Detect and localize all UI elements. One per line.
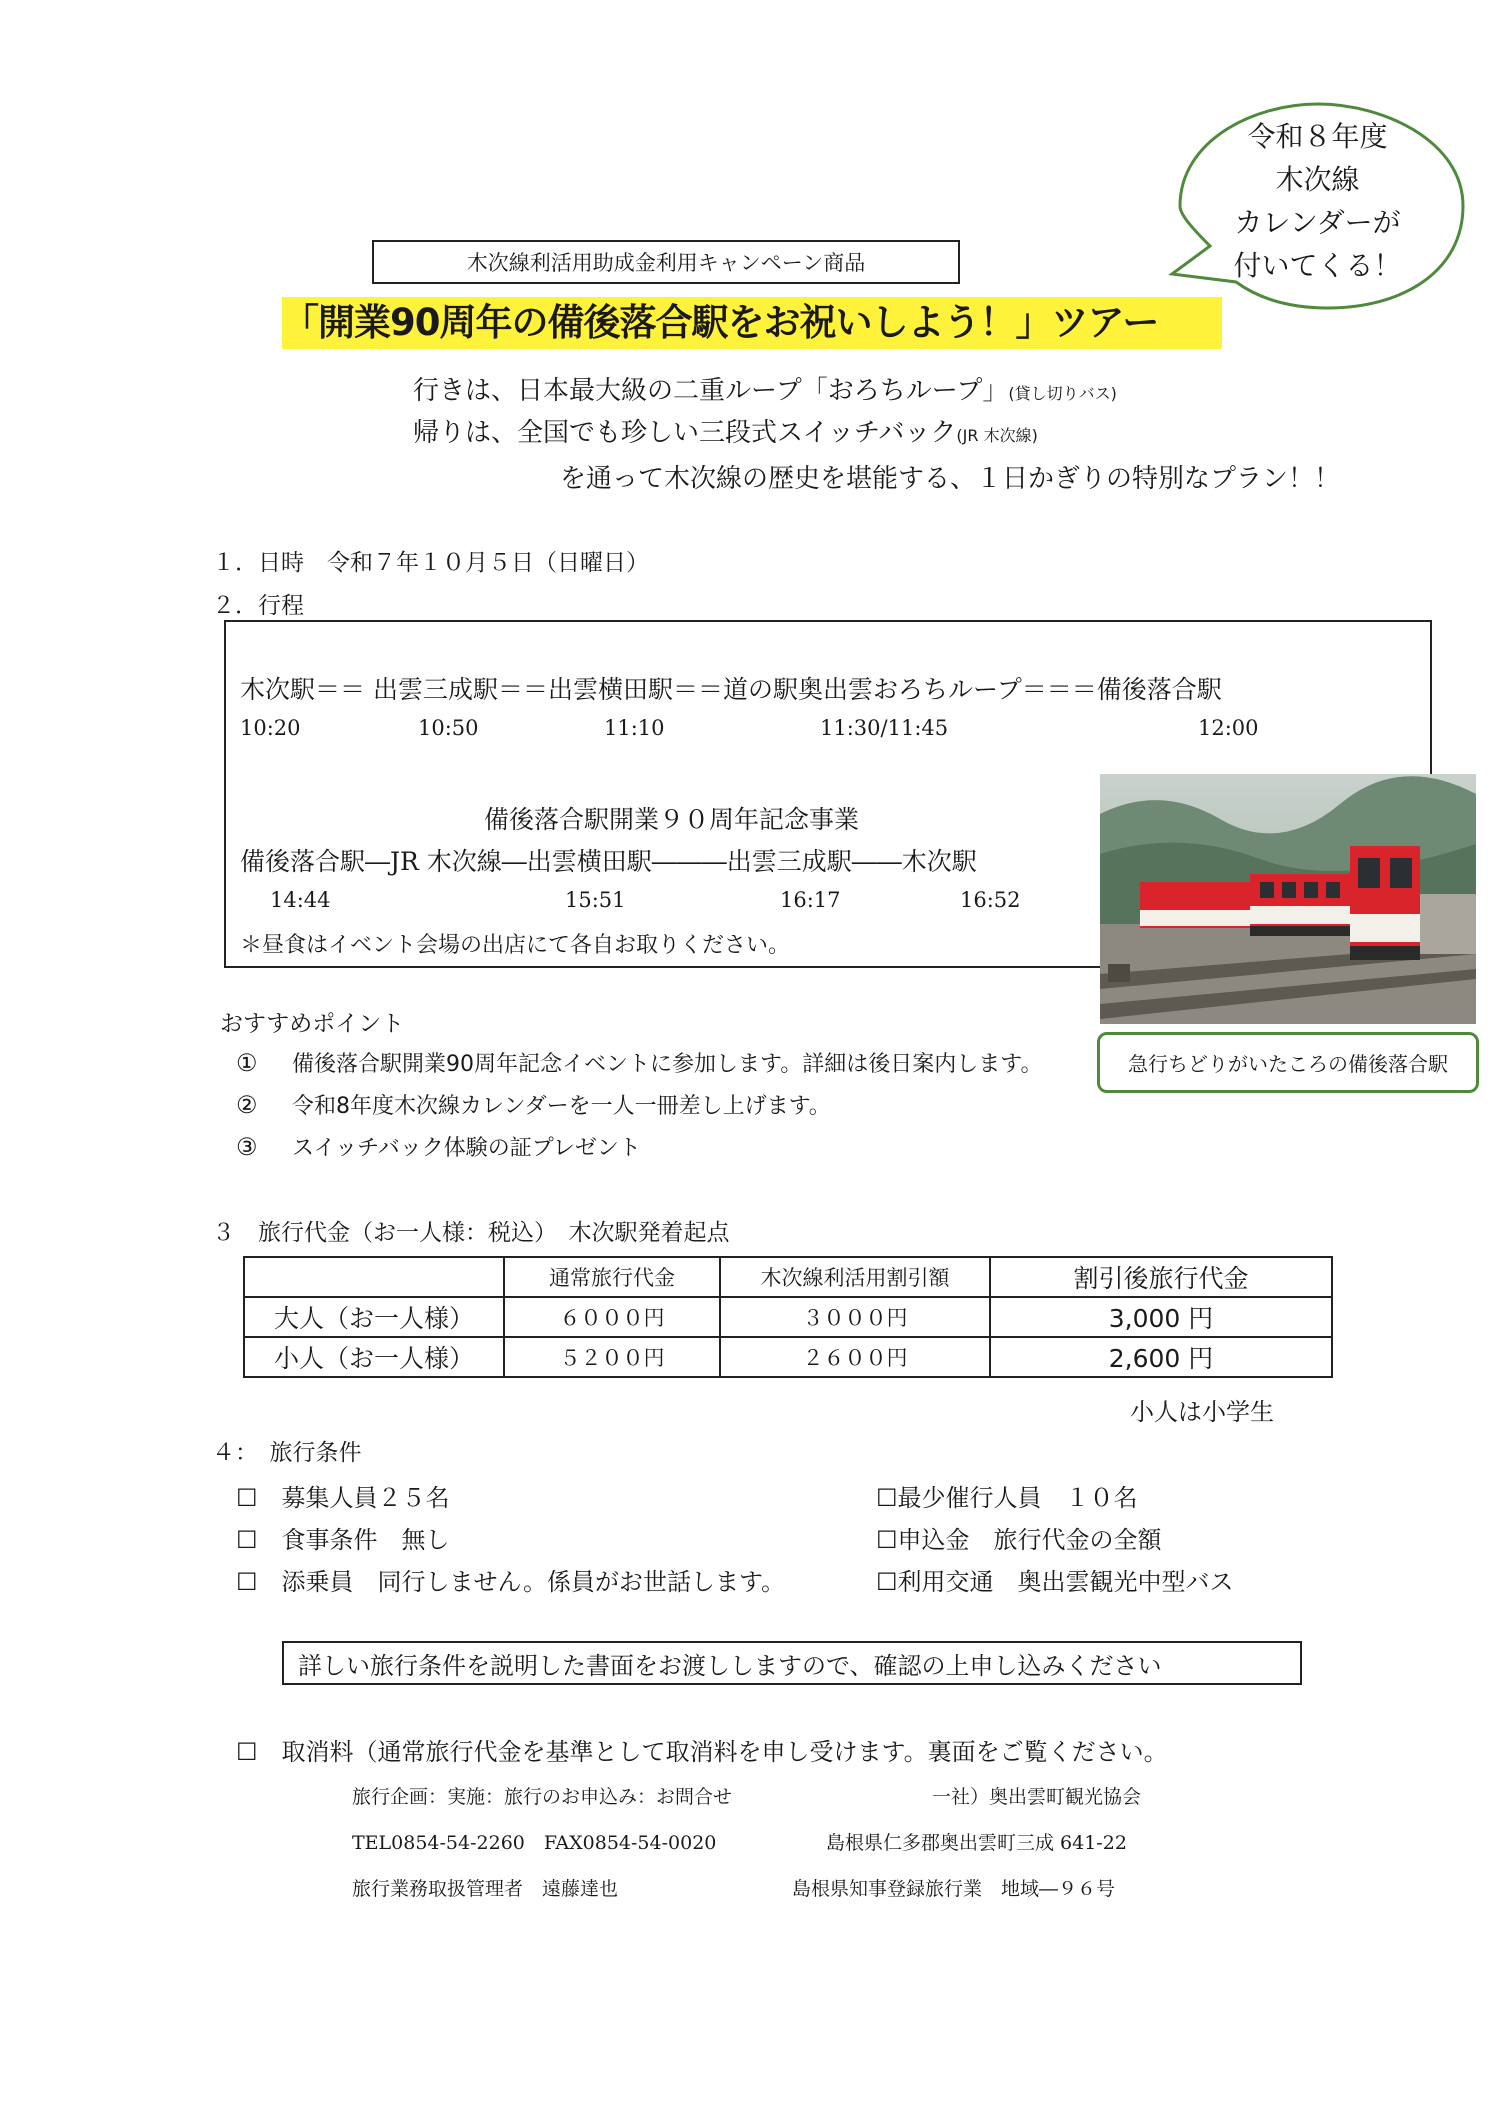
return-route: 備後落合駅―JR 木次線―出雲横田駅―――出雲三成駅――木次駅 <box>240 847 977 876</box>
child-note: 小人は小学生 <box>1130 1398 1274 1426</box>
outbound-time: 10:20 <box>240 716 301 740</box>
table-header-cell: 木次線利活用割引額 <box>720 1257 990 1297</box>
train-illustration <box>1100 774 1476 1024</box>
condition-item: ☐最少催行人員 １０名 <box>876 1484 1138 1512</box>
price-heading: ３ 旅行代金（お一人様：税込） 木次駅発着起点 <box>212 1220 730 1246</box>
point-item: ① 備後落合駅開業90周年記念イベントに参加します。詳細は後日案内します。 <box>236 1049 1043 1077</box>
registration-number: 島根県知事登録旅行業 地域―９６号 <box>792 1878 1116 1900</box>
condition-item: ☐申込金 旅行代金の全額 <box>876 1526 1162 1554</box>
table-cell: 小人（お一人様） <box>244 1337 504 1377</box>
table-row <box>244 1257 1332 1297</box>
return-time: 15:51 <box>565 888 626 912</box>
outbound-time: 12:00 <box>1198 716 1259 740</box>
table-row <box>244 1337 1332 1377</box>
outbound-route: 木次駅＝＝ 出雲三成駅＝＝出雲横田駅＝＝道の駅奥出雲おろちループ＝＝＝備後落合駅 <box>240 675 1222 704</box>
lead-line-2: 帰りは、全国でも珍しい三段式スイッチバック(JR 木次線) <box>413 418 1038 448</box>
event-title: 備後落合駅開業９０周年記念事業 <box>484 805 860 834</box>
condition-item: ☐利用交通 奥出雲観光中型バス <box>876 1568 1234 1596</box>
table-header-cell: 通常旅行代金 <box>504 1257 720 1297</box>
return-time: 16:17 <box>780 888 841 912</box>
conditions-notice: 詳しい旅行条件を説明した書面をお渡ししますので、確認の上申し込みください <box>282 1641 1302 1685</box>
table-cell: 大人（お一人様） <box>244 1297 504 1337</box>
page-title: 「開業90周年の備後落合駅をお祝いしよう！」ツアー <box>282 301 1159 344</box>
organizer-name: 一社）奥出雲町観光協会 <box>932 1786 1142 1808</box>
point-item: ③ スイッチバック体験の証プレゼント <box>236 1133 641 1161</box>
train-photo <box>1100 774 1476 1024</box>
point-item: ② 令和8年度木次線カレンダーを一人一冊差し上げます。 <box>236 1091 831 1119</box>
table-row <box>244 1297 1332 1337</box>
callout-text: 令和８年度 木次線 カレンダーが 付いてくる！ <box>1233 120 1402 282</box>
points-heading: おすすめポイント <box>220 1011 405 1037</box>
contact-numbers: TEL0854-54-2260 FAX0854-54-0020 <box>352 1832 717 1854</box>
condition-item: ☐ 添乗員 同行しません。係員がお世話します。 <box>236 1568 786 1596</box>
outbound-time: 10:50 <box>418 716 479 740</box>
table-cell: ６０００円 <box>504 1297 720 1337</box>
condition-item: ☐ 募集人員２５名 <box>236 1484 450 1512</box>
table-cell: 2,600 円 <box>990 1337 1332 1377</box>
photo-caption: 急行ちどりがいたころの備後落合駅 <box>1097 1032 1479 1093</box>
cancellation-line: ☐ 取消料（通常旅行代金を基準として取消料を申し受けます。裏面をご覧ください。 <box>236 1738 1168 1766</box>
price-table <box>243 1256 1333 1378</box>
lead-line-3: を通って木次線の歴史を堪能する、１日かぎりの特別なプラン！！ <box>560 464 1341 494</box>
date-line: １．日時 令和７年１０月５日（日曜日） <box>212 550 649 576</box>
table-cell: 3,000 円 <box>990 1297 1332 1337</box>
outbound-time: 11:30/11:45 <box>820 716 949 740</box>
outbound-time: 11:10 <box>604 716 665 740</box>
itinerary-heading: ２．行程 <box>212 593 304 619</box>
table-header-cell <box>244 1257 504 1297</box>
table-header-cell: 割引後旅行代金 <box>990 1257 1332 1297</box>
organizer-address: 島根県仁多郡奥出雲町三成 641-22 <box>826 1832 1127 1854</box>
conditions-heading: ４： 旅行条件 <box>212 1440 362 1466</box>
organizer-label: 旅行企画：実施：旅行のお申込み：お問合せ <box>352 1786 733 1808</box>
lead-line-1: 行きは、日本最大級の二重ループ「おろちループ」(貸し切りバス) <box>413 376 1117 406</box>
return-time: 16:52 <box>960 888 1021 912</box>
table-cell: ３０００円 <box>720 1297 990 1337</box>
lunch-note: ＊昼食はイベント会場の出店にて各自お取りください。 <box>240 933 791 958</box>
campaign-label: 木次線利活用助成金利用キャンペーン商品 <box>372 240 960 284</box>
condition-item: ☐ 食事条件 無し <box>236 1526 450 1554</box>
table-cell: ２６００円 <box>720 1337 990 1377</box>
table-cell: ５２００円 <box>504 1337 720 1377</box>
travel-manager: 旅行業務取扱管理者 遠藤達也 <box>352 1878 619 1900</box>
return-time: 14:44 <box>270 888 331 912</box>
